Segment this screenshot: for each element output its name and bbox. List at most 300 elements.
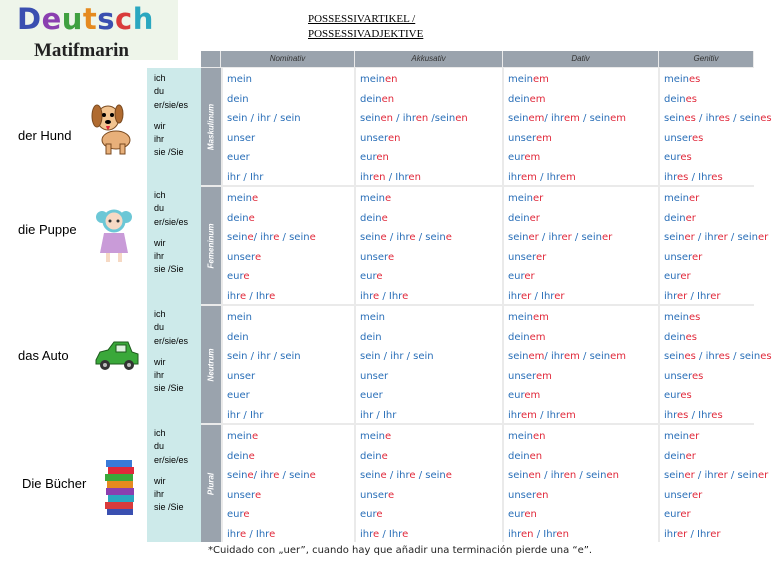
ending-segment: es: [680, 390, 692, 401]
stem-segment: eur: [664, 152, 681, 163]
stem-segment: / sein: [579, 113, 611, 124]
stem-segment: mein: [360, 193, 386, 204]
ending-segment: es: [689, 312, 701, 323]
form-line: [664, 505, 754, 525]
form-line: [360, 525, 502, 545]
stem-segment: mein: [508, 193, 534, 204]
stem-segment: / sein: [727, 470, 758, 481]
form-line: [664, 347, 772, 367]
table-cell: [504, 306, 658, 423]
ending-segment: es: [718, 113, 730, 124]
form-line: [508, 308, 658, 328]
gender-text: Femeninum: [206, 223, 216, 268]
stem-segment: euer: [227, 152, 250, 163]
ending-segment: er: [684, 232, 695, 243]
stem-segment: ihr: [508, 171, 522, 183]
form-line: [508, 447, 658, 467]
form-line: [360, 189, 502, 209]
pronoun-label: [147, 348, 201, 356]
stem-segment: ihr / Ihr: [360, 409, 397, 421]
ending-segment: e: [409, 232, 416, 243]
gender-text: Plural: [206, 472, 216, 495]
ending-segment: e: [385, 431, 392, 442]
stem-segment: unser: [227, 370, 256, 382]
title-line-2: POSSESSIVADJEKTIVE: [308, 28, 424, 40]
ending-segment: e: [269, 290, 276, 302]
stem-segment: / sein: [729, 113, 761, 124]
ending-segment: em: [533, 74, 549, 85]
stem-segment: sein: [360, 232, 381, 243]
stem-segment: sein: [508, 113, 529, 124]
stem-segment: sein: [664, 470, 685, 481]
form-line: [227, 129, 354, 149]
ending-segment: em: [559, 409, 576, 421]
gender-label: [201, 68, 221, 185]
ending-segment: e: [254, 489, 262, 501]
form-line: [664, 267, 754, 287]
logo-letter: e: [41, 2, 62, 36]
stem-segment: dein: [664, 331, 686, 343]
logo-subtitle: Matifmarin: [34, 40, 129, 61]
ending-segment: e: [387, 489, 395, 501]
form-line: [664, 148, 754, 168]
form-line: [360, 308, 502, 328]
ending-segment: em: [528, 113, 545, 124]
ending-segment: er: [680, 509, 691, 520]
stem-segment: mein: [227, 193, 253, 204]
form-line: [508, 427, 658, 447]
ending-segment: er: [561, 232, 572, 243]
ending-segment: e: [309, 470, 316, 481]
noun-label-buecher: Die Bücher: [22, 476, 87, 491]
form-line: [664, 228, 769, 248]
pronoun-label: ich: [154, 190, 166, 200]
stem-segment: sein: [508, 232, 529, 243]
ending-segment: en: [381, 93, 395, 105]
table-cell: [356, 425, 502, 542]
stem-segment: dein: [508, 331, 530, 343]
form-line: [508, 328, 658, 348]
pronoun-group: [147, 427, 201, 515]
stem-segment: mein: [508, 312, 534, 323]
ending-segment: em: [524, 390, 541, 401]
pronoun-label: wir: [154, 475, 166, 486]
ending-segment: es: [760, 351, 772, 362]
form-line: [508, 267, 658, 287]
stem-segment: euer: [227, 390, 250, 401]
form-line: [664, 447, 754, 467]
ending-segment: e: [254, 251, 262, 263]
table-cell: [504, 425, 658, 542]
form-line: [227, 70, 354, 90]
form-line: [508, 248, 658, 268]
stem-segment: eur: [508, 390, 525, 401]
ending-segment: e: [247, 470, 254, 481]
pronoun-label: du: [154, 322, 165, 333]
ending-segment: es: [691, 132, 704, 144]
ending-segment: er: [521, 290, 532, 302]
ending-segment: es: [685, 93, 697, 105]
stem-segment: dein: [664, 212, 686, 224]
form-line: [664, 90, 754, 110]
stem-segment: sein: [664, 232, 685, 243]
ending-segment: en: [563, 470, 577, 481]
form-line: [508, 70, 658, 90]
stem-segment: eur: [360, 509, 377, 520]
stem-segment: dein: [508, 450, 530, 462]
form-line: [664, 189, 754, 209]
logo-letter: s: [97, 2, 116, 36]
stem-segment: ihr: [508, 528, 522, 540]
stem-segment: ihr: [360, 528, 374, 540]
ending-segment: e: [402, 290, 409, 302]
form-line: [664, 248, 754, 268]
form-line: [227, 427, 354, 447]
table-cell: [223, 187, 354, 304]
pronoun-label: sie /Sie: [154, 502, 184, 513]
stem-segment: eur: [508, 271, 525, 282]
stem-segment: sein / ihr / sein: [227, 113, 301, 124]
form-line: [227, 466, 354, 486]
pronoun-label: du: [154, 203, 165, 214]
form-line: [508, 347, 658, 367]
stem-segment: / ihr: [540, 470, 564, 481]
stem-segment: / ihr: [694, 470, 718, 481]
form-line: [227, 386, 354, 406]
stem-segment: dein: [227, 450, 249, 462]
form-line: [664, 367, 754, 387]
form-line: [227, 228, 354, 248]
pronoun-column: [147, 68, 201, 542]
form-line: [360, 427, 502, 447]
form-line: [360, 267, 502, 287]
pronoun-label: er/sie/es: [154, 454, 189, 465]
column-header: Akkusativ: [355, 51, 503, 67]
stem-segment: dein: [664, 93, 686, 105]
stem-segment: mein: [508, 431, 534, 442]
ending-segment: em: [535, 132, 552, 144]
stem-segment: eur: [360, 152, 377, 163]
ending-segment: er: [691, 251, 703, 263]
ending-segment: en: [376, 152, 389, 163]
form-line: [508, 168, 658, 188]
table-cell: [356, 187, 502, 304]
form-line: [360, 386, 502, 406]
stem-segment: / Ihr: [531, 290, 555, 302]
form-line: [227, 189, 354, 209]
ending-segment: en: [385, 74, 398, 85]
ending-segment: e: [381, 450, 388, 462]
stem-segment: mein: [508, 74, 534, 85]
stem-segment: mein: [664, 193, 690, 204]
stem-segment: eur: [664, 390, 681, 401]
stem-segment: / ihr: [694, 232, 718, 243]
pronoun-label: ich: [154, 428, 166, 438]
stem-segment: / sein: [729, 351, 761, 362]
stem-segment: / ihr: [386, 232, 410, 243]
stem-segment: mein: [664, 431, 690, 442]
ending-segment: e: [269, 528, 276, 540]
form-line: [664, 386, 754, 406]
stem-segment: dein: [360, 450, 382, 462]
form-line: [664, 466, 769, 486]
pronoun-label: wir: [154, 237, 166, 248]
ending-segment: er: [601, 232, 613, 243]
ending-segment: en: [380, 113, 393, 124]
form-line: [664, 308, 754, 328]
stem-segment: mein: [664, 74, 690, 85]
stem-segment: / Ihr: [536, 171, 560, 183]
ending-segment: er: [677, 528, 688, 540]
ending-segment: e: [252, 193, 259, 204]
ending-segment: e: [376, 509, 383, 520]
pronoun-label: du: [154, 441, 165, 452]
stem-segment: sein / ihr / sein: [227, 351, 301, 362]
column-header: Dativ: [503, 51, 659, 67]
ending-segment: er: [710, 290, 721, 302]
stem-segment: mein: [360, 431, 386, 442]
ending-segment: em: [533, 312, 549, 323]
ending-segment: er: [677, 290, 688, 302]
stem-segment: unser: [227, 132, 256, 144]
books-icon: [102, 456, 138, 518]
form-line: [664, 129, 754, 149]
form-line: [508, 367, 658, 387]
form-line: [227, 447, 354, 467]
ending-segment: en: [535, 489, 549, 501]
form-line: [360, 109, 502, 129]
ending-segment: e: [402, 528, 409, 540]
stem-segment: ihr: [664, 528, 678, 540]
ending-segment: er: [689, 193, 700, 204]
ending-segment: es: [684, 113, 696, 124]
stem-segment: / sein: [727, 232, 758, 243]
logo-panel: [0, 0, 178, 60]
stem-segment: ihr: [664, 171, 678, 183]
pronoun-label: sie /Sie: [154, 383, 184, 394]
form-line: [227, 267, 354, 287]
ending-segment: em: [529, 331, 546, 343]
stem-segment: / ihr: [253, 470, 274, 481]
column-header: Nominativ: [221, 51, 355, 67]
car-icon: [92, 338, 140, 374]
form-line: [508, 209, 658, 229]
form-line: [508, 406, 658, 426]
stem-segment: unser: [227, 489, 255, 501]
stem-segment: unser: [360, 489, 388, 501]
ending-segment: e: [248, 450, 255, 462]
table-cell: [660, 68, 772, 185]
form-line: [227, 109, 354, 129]
form-line: [227, 525, 354, 545]
form-line: [227, 90, 354, 110]
form-line: [664, 109, 772, 129]
ending-segment: er: [691, 489, 703, 501]
noun-label-puppe: die Puppe: [18, 222, 77, 237]
logo-wordmark: [17, 2, 154, 36]
ending-segment: e: [387, 251, 395, 263]
form-line: [227, 308, 354, 328]
stem-segment: ihr: [227, 290, 241, 302]
stem-segment: / Ihr: [385, 171, 409, 183]
ending-segment: em: [563, 351, 580, 362]
stem-segment: / Ihr: [246, 290, 270, 302]
stem-segment: ihr: [664, 409, 678, 421]
ending-segment: en: [556, 528, 569, 540]
stem-segment: unser: [508, 370, 536, 382]
ending-segment: er: [535, 251, 547, 263]
form-line: [508, 148, 658, 168]
ending-segment: e: [252, 431, 259, 442]
pronoun-label: ich: [154, 73, 166, 83]
logo-letter: u: [61, 2, 83, 36]
form-line: [508, 466, 658, 486]
form-line: [360, 70, 502, 90]
stem-segment: dein: [508, 212, 530, 224]
ending-segment: e: [309, 232, 316, 243]
table-cell: [660, 306, 772, 423]
stem-segment: sein / ihr / sein: [360, 351, 434, 362]
form-line: [664, 70, 754, 90]
ending-segment: em: [610, 351, 626, 362]
pronoun-label: du: [154, 86, 165, 97]
pronoun-label: ihr: [154, 251, 165, 262]
stem-segment: / sein: [279, 470, 310, 481]
ending-segment: er: [689, 431, 700, 442]
stem-segment: ihr: [508, 290, 522, 302]
stem-segment: sein: [664, 113, 685, 124]
form-line: [360, 287, 502, 307]
stem-segment: eur: [664, 271, 681, 282]
form-line: [508, 90, 658, 110]
ending-segment: e: [373, 528, 380, 540]
dog-icon: [88, 100, 138, 155]
form-line: [664, 328, 754, 348]
stem-segment: / ihr: [695, 113, 719, 124]
form-line: [508, 486, 658, 506]
ending-segment: e: [240, 290, 247, 302]
ending-segment: en: [533, 431, 546, 442]
form-line: [360, 505, 502, 525]
stem-segment: ihr / Ihr: [227, 171, 264, 183]
stem-segment: / Ihr: [379, 290, 403, 302]
stem-segment: sein: [508, 351, 529, 362]
pronoun-label: [147, 229, 201, 237]
logo-letter: t: [82, 2, 98, 36]
stem-segment: dein: [664, 450, 686, 462]
ending-segment: e: [240, 528, 247, 540]
ending-segment: e: [273, 232, 280, 243]
ending-segment: er: [757, 470, 769, 481]
table-cell: [223, 68, 354, 185]
stem-segment: sein: [360, 113, 381, 124]
ending-segment: en: [521, 528, 534, 540]
stem-segment: eur: [227, 509, 244, 520]
ending-segment: en: [524, 509, 537, 520]
stem-segment: / sein: [415, 470, 446, 481]
pronoun-label: er/sie/es: [154, 216, 189, 227]
ending-segment: en: [529, 450, 543, 462]
ending-segment: e: [376, 271, 383, 282]
stem-segment: eur: [360, 271, 377, 282]
stem-segment: / Ihr: [687, 290, 711, 302]
ending-segment: e: [445, 470, 452, 481]
stem-segment: eur: [227, 271, 244, 282]
ending-segment: er: [524, 271, 535, 282]
gender-text: Neutrum: [206, 348, 216, 381]
form-line: [227, 347, 354, 367]
ending-segment: em: [524, 152, 541, 163]
stem-segment: / sein: [279, 232, 310, 243]
stem-segment: / Ihr: [379, 528, 403, 540]
page-title: [308, 12, 423, 42]
form-line: [508, 525, 658, 545]
ending-segment: es: [689, 74, 701, 85]
stem-segment: unser: [664, 489, 692, 501]
form-line: [508, 109, 658, 129]
pronoun-label: er/sie/es: [154, 99, 189, 110]
form-line: [664, 168, 754, 188]
stem-segment: / ihr: [544, 351, 564, 362]
stem-segment: euer: [360, 390, 383, 401]
ending-segment: er: [717, 470, 728, 481]
stem-segment: mein: [360, 74, 386, 85]
ending-segment: em: [521, 171, 537, 183]
form-line: [360, 209, 502, 229]
ending-segment: er: [529, 212, 540, 224]
form-line: [360, 129, 502, 149]
stem-segment: mein: [227, 312, 253, 323]
ending-segment: es: [685, 331, 697, 343]
form-line: [360, 90, 502, 110]
ending-segment: er: [757, 232, 769, 243]
ending-segment: es: [691, 370, 704, 382]
gender-label: [201, 425, 221, 542]
ending-segment: e: [380, 232, 387, 243]
stem-segment: unser: [227, 251, 255, 263]
form-line: [227, 287, 354, 307]
stem-segment: / sein: [571, 232, 602, 243]
ending-segment: e: [243, 271, 250, 282]
stem-segment: dein: [508, 93, 530, 105]
pronoun-group: [147, 308, 201, 396]
form-line: [227, 148, 354, 168]
ending-segment: es: [718, 351, 730, 362]
form-line: [360, 328, 502, 348]
footnote: *Cuidado con „uer”, cuando hay que añadir una terminación pierde una “e”.: [208, 545, 593, 556]
pronoun-group: [147, 72, 201, 160]
logo-letter: c: [115, 2, 133, 36]
pronoun-group: [147, 189, 201, 277]
ending-segment: er: [680, 271, 691, 282]
stem-segment: dein: [227, 212, 249, 224]
ending-segment: er: [554, 290, 565, 302]
pronoun-label: ich: [154, 309, 166, 319]
form-line: [227, 168, 354, 188]
ending-segment: em: [563, 113, 580, 124]
pronoun-label: er/sie/es: [154, 335, 189, 346]
ending-segment: em: [610, 113, 626, 124]
stem-segment: ihr: [360, 290, 374, 302]
ending-segment: e: [381, 212, 388, 224]
form-line: [664, 427, 754, 447]
stem-segment: /sein: [428, 113, 456, 124]
form-line: [664, 486, 754, 506]
ending-segment: e: [248, 212, 255, 224]
stem-segment: / sein: [576, 470, 607, 481]
form-line: [508, 287, 658, 307]
logo-letter: h: [132, 2, 154, 36]
